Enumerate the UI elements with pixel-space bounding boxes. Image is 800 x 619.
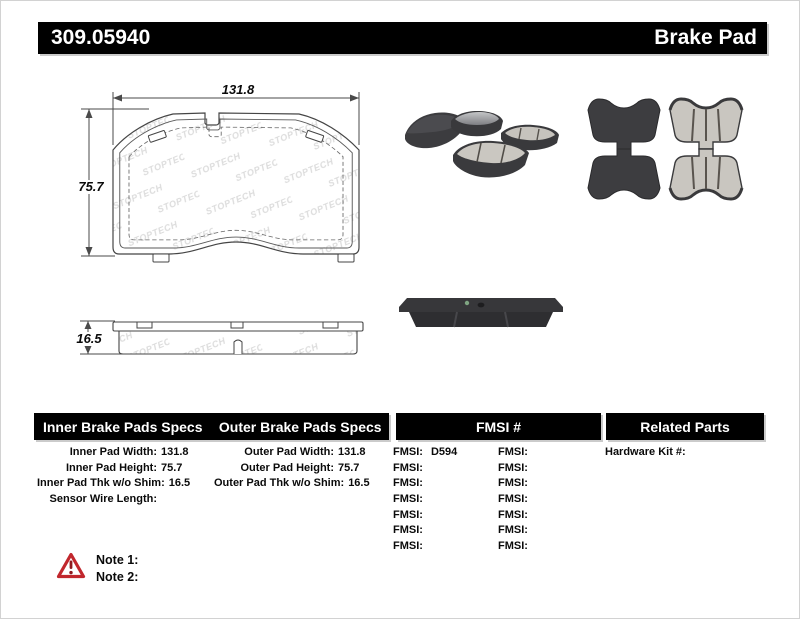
table-row: Outer Pad Height: 75.7: [240, 461, 360, 474]
table-row: Inner Pad Width: 131.8: [69, 445, 189, 458]
arrow-up-icon: [86, 109, 93, 118]
related-parts-title: Related Parts: [640, 418, 730, 435]
arrow-up-icon: [85, 321, 92, 329]
table-row: Outer Pad Width: 131.8: [244, 445, 366, 458]
table-row: FMSI:: [393, 477, 423, 490]
product-type: Brake Pad: [654, 26, 757, 49]
part-number: 309.05940: [51, 26, 151, 49]
thickness-dimension-label: 16.5: [66, 332, 112, 346]
table-row: Outer Pad Thk w/o Shim: 16.5: [214, 477, 370, 490]
outer-specs-title: Outer Brake Pads Specs: [218, 418, 382, 435]
width-dimension-label: 131.8: [214, 83, 262, 97]
table-row: FMSI:: [498, 539, 528, 552]
arrow-right-icon: [350, 95, 359, 102]
inner-specs-title: Inner Brake Pads Specs: [42, 418, 203, 435]
arrow-left-icon: [113, 95, 122, 102]
fmsi-header-bar: [396, 413, 601, 440]
table-row: FMSI:: [498, 477, 528, 490]
fmsi-title: FMSI #: [475, 418, 522, 435]
arrow-down-icon: [85, 346, 92, 354]
fmsi-table-col1: [393, 444, 493, 554]
table-row: Hardware Kit #:: [605, 445, 686, 458]
table-row: FMSI:: [498, 445, 528, 458]
arrow-down-icon: [86, 247, 93, 256]
table-row: FMSI:: [393, 539, 423, 552]
warning-triangle-icon: [56, 552, 86, 580]
note-line: Note 2:: [96, 570, 139, 584]
related-parts-header-bar: [606, 413, 764, 440]
table-row: Inner Pad Thk w/o Shim: 16.5: [37, 477, 191, 490]
table-row: FMSI:: [498, 461, 528, 474]
fmsi-table-col2: [498, 444, 588, 554]
inner-specs-table: [37, 444, 207, 507]
table-row: Inner Pad Height: 75.7: [65, 461, 183, 474]
related-parts-table: [605, 444, 775, 460]
product-photo-pads-perspective: [399, 91, 571, 203]
table-row: Sensor Wire Length:: [49, 492, 157, 505]
table-row: FMSI:: [393, 508, 423, 521]
outer-specs-table: [214, 444, 384, 491]
height-dimension-label: 75.7: [71, 180, 111, 194]
front-view-diagram: [65, 87, 375, 282]
table-row: FMSI:: [393, 524, 423, 537]
table-row: FMSI:: [498, 524, 528, 537]
table-row: FMSI:: [393, 492, 423, 505]
notes-block: [96, 552, 138, 586]
product-photo-pad-edge: [397, 293, 567, 333]
table-row: FMSI:: [393, 461, 423, 474]
table-row: FMSI:: [498, 492, 528, 505]
pads-specs-header-bar: [34, 413, 389, 440]
table-row: FMSI:: [498, 508, 528, 521]
note-line: Note 1:: [96, 553, 139, 567]
wear-slot-notch: [234, 340, 242, 354]
inspection-dot: [465, 301, 469, 305]
title-bar: [38, 22, 767, 54]
table-row: FMSI: D594: [393, 445, 458, 458]
product-photo-pads-grid: [583, 93, 748, 205]
brake-pad-outline: [113, 113, 359, 254]
